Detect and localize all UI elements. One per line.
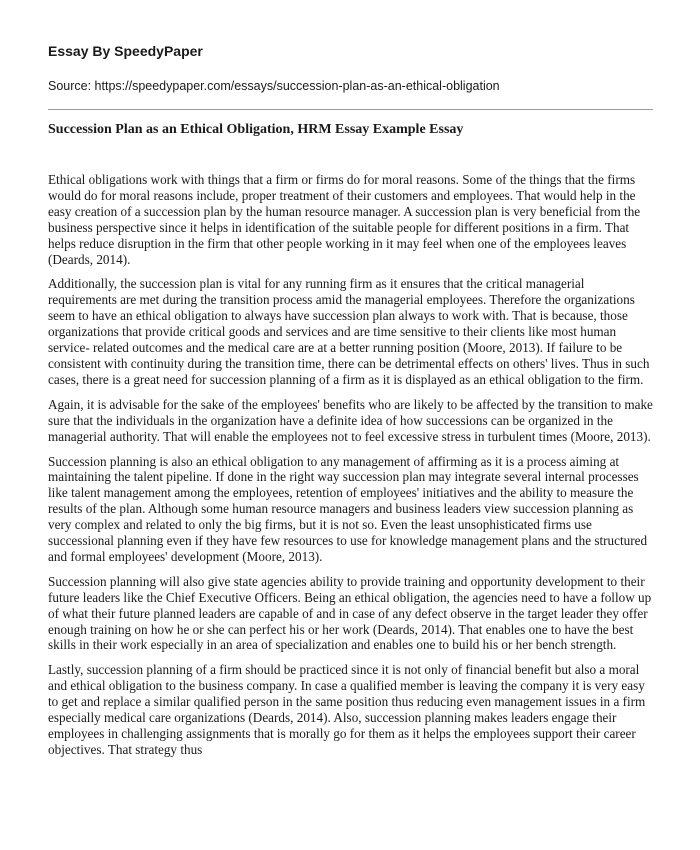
header-divider [48,109,653,110]
document-header [48,42,658,94]
paragraph: Lastly, succession planning of a firm should be practiced since it is not only of financial benefit but also a moral and ethical obligation to the business company. In case a qualified member is leaving the company it is very easy to get and replace a similar qualified person in the same position thus reducing even management issues in a firm especially medical care organizations (Deards, 2014). Also, succession planning makes leaders engage their employees in challenging assignments that is morally go for them as it helps the employees support their career objectives. That strategy thus [48,662,646,757]
source-line: Source: https://speedypaper.com/essays/succession-plan-as-an-ethical-obligation [48,79,500,93]
essay-body [48,172,656,767]
paragraph: Additionally, the succession plan is vital for any running firm as it ensures that the critical managerial requirements are met during the transition process amid the managerial employees. Therefore the organizations seem to have an ethical obligation to always have succession plan always to work with. That is because, those organizations that provide critical goods and services and are time sensitive to their clients like most human service- related outcomes and the medical care are at a better running position (Moore, 2013). If failure to be consistent with continuity during the transition time, there can be detrimental effects on others' lives. Thus in such cases, there is a great need for succession planning of a firm as it is displayed as an ethical obligation to the firm. [48,276,650,387]
paragraph: Succession planning is also an ethical obligation to any management of affirming as it is a process aiming at maintaining the talent pipeline. If done in the right way succession plan may integrate several internal processes like talent management among the employees, retention of employees' initiatives and the ability to measure the results of the plan. Although some human resource managers and business leaders view succession planning as very complex and related to only the big firms, but it is not so. Even the least unsophisticated firms use successional planning even if they have few resources to use for knowledge management plans and the structured and formal employees' development (Moore, 2013). [48,453,648,564]
paragraph: Ethical obligations work with things that a firm or firms do for moral reasons. Some of the things that the firms would do for moral reasons include, proper treatment of their customers and employees. That would help in the easy creation of a succession plan by the human resource manager. A succession plan is very beneficial from the business perspective since it helps in identification of the suitable people for different positions in a firm. That helps reduce disruption in the firm that other people working in it may feel when one of the employees leaves (Deards, 2014). [48,172,641,267]
paragraph: Succession planning will also give state agencies ability to provide training and opportunity development to their future leaders like the Chief Executive Officers. Being an ethical obligation, the agencies need to have a follow up of what their future planned leaders are capable of and in case of any defect observe in the target leader they offer enough training on how he or she can perfect his or her work (Deards, 2014). That enables one to have the best skills in their work especially in an area of specialization and enables one to build his or her bench strength. [48,573,652,653]
essay-title: Succession Plan as an Ethical Obligation, HRM Essay Example Essay [48,122,464,137]
paragraph: Again, it is advisable for the sake of the employees' benefits who are likely to be affected by the transition to make sure that the individuals in the organization have a definite idea of how successions can be organized in the managerial authority. That will enable the employees not to feel excessive stress in turbulent times (Moore, 2013). [48,396,653,444]
site-title: Essay By SpeedyPaper [48,43,203,59]
